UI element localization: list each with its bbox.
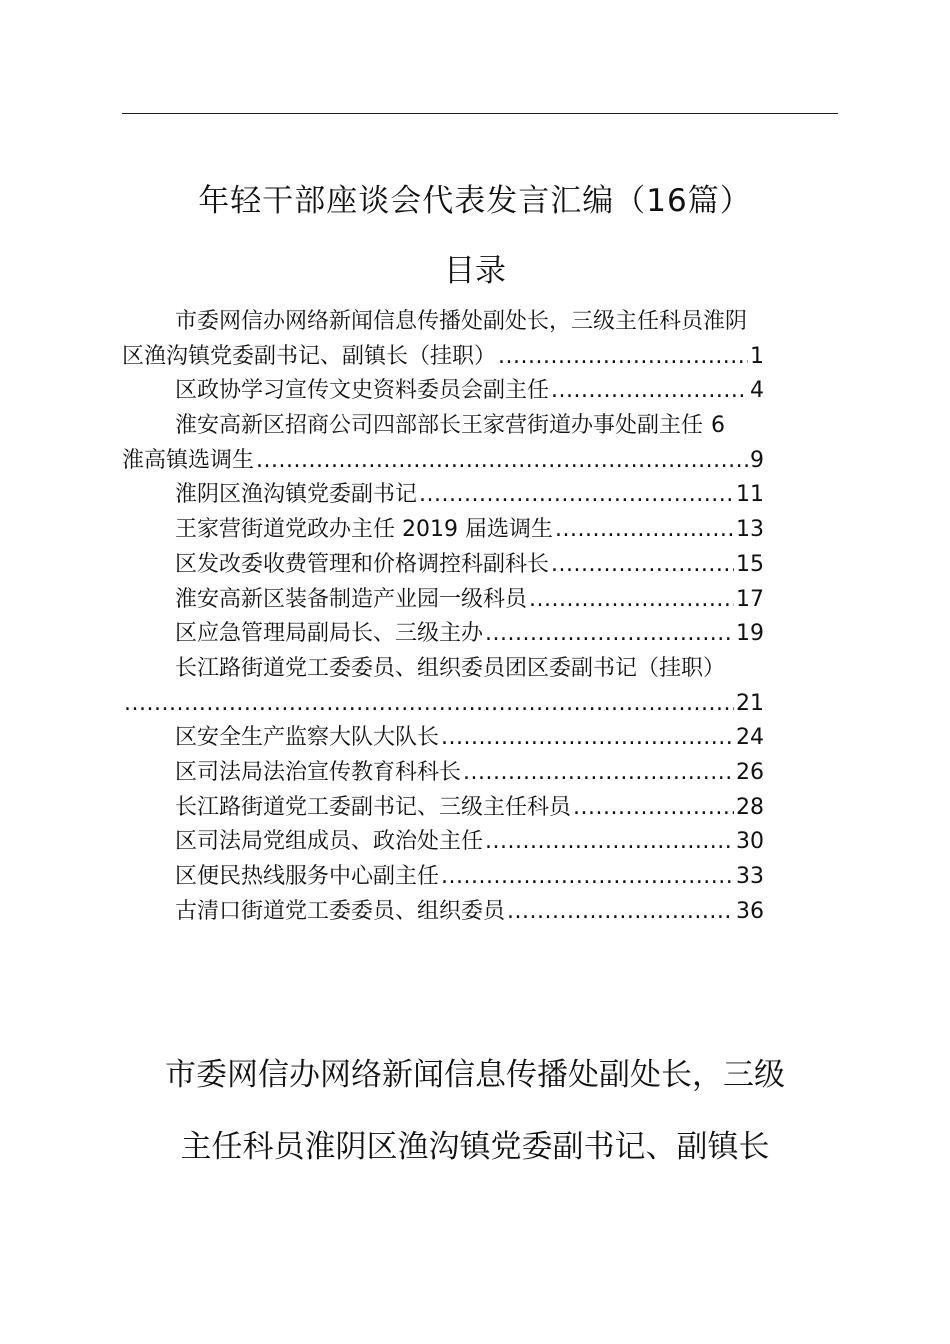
toc-entry-title: 淮安高新区招商公司四部部长王家营街道办事处副主任: [175, 413, 704, 439]
dot-leader: [555, 513, 734, 548]
toc-entry-title: 淮安高新区装备制造产业园一级科员: [175, 586, 528, 612]
toc-entry-title-cont: 区渔沟镇党委副书记、副镇长（挂职）: [122, 343, 497, 369]
toc-entry-page: 24: [736, 725, 764, 751]
toc-entry[interactable]: [122, 583, 840, 618]
toc-entry[interactable]: [122, 895, 840, 930]
toc-entry-page: 11: [736, 482, 764, 508]
toc-entry[interactable]: [122, 756, 840, 791]
toc-entry-page: 17: [736, 586, 764, 612]
toc-entry-page: 33: [736, 864, 764, 889]
dot-leader: [463, 756, 734, 791]
toc-entry-page: 21: [736, 690, 764, 716]
dot-leader: [441, 860, 734, 895]
dot-leader: [485, 617, 734, 652]
toc-heading: 目录: [444, 253, 506, 289]
toc-entry-title: 区安全生产监察大队大队长: [175, 725, 440, 751]
toc-entry[interactable]: [122, 721, 840, 756]
toc-entry[interactable]: [122, 409, 840, 444]
toc-entry[interactable]: [122, 791, 840, 826]
toc-entry-title: 区司法局法治宣传教育科科长: [175, 759, 462, 785]
section-title-line: 市委网信办网络新闻信息传播处副处长，三级: [165, 1057, 785, 1093]
toc-entry[interactable]: [122, 444, 840, 479]
dot-leader: [441, 721, 734, 756]
toc-entry[interactable]: [122, 548, 840, 583]
dot-leader: [124, 687, 734, 722]
document-title: 年轻干部座谈会代表发言汇编（16篇）: [198, 183, 752, 219]
toc-entry-page: 36: [736, 898, 764, 924]
dot-leader: [498, 340, 748, 375]
toc-entry-page: 19: [736, 621, 764, 647]
toc-entry-page: 26: [736, 759, 764, 785]
dot-leader: [529, 583, 734, 618]
toc-entry-page: 30: [736, 829, 764, 855]
toc-entry-page: 9: [750, 447, 764, 473]
toc-entry[interactable]: [122, 374, 840, 409]
toc-entry[interactable]: [122, 825, 840, 860]
toc-entry-title: 王家营街道党政办主任 2019 届选调生: [175, 517, 553, 543]
toc-entry-title: 区政协学习宣传文史资料委员会副主任: [175, 378, 550, 404]
toc-entry[interactable]: [122, 305, 840, 374]
toc-entry[interactable]: [122, 617, 840, 652]
toc-entry-title: 区司法局党组成员、政治处主任: [175, 829, 484, 855]
toc-entry-page: 1: [750, 343, 764, 369]
toc-entry-title: 淮阴区渔沟镇党委副书记: [175, 482, 418, 508]
toc-entry-page: 4: [750, 378, 764, 404]
toc-entry-title: 长江路街道党工委委员、组织委员团区委副书记（挂职）: [175, 655, 726, 681]
toc-entry[interactable]: [122, 652, 840, 721]
dot-leader: [485, 825, 734, 860]
dot-leader: [419, 478, 734, 513]
toc-entry-title: 区便民热线服务中心副主任: [175, 864, 440, 889]
header-rule: [122, 113, 838, 114]
dot-leader: [551, 374, 748, 409]
dot-leader: [573, 791, 734, 826]
toc-entry-page: 6: [711, 413, 726, 439]
toc-entry-page: 13: [736, 517, 764, 543]
toc-entry[interactable]: [122, 513, 840, 548]
section-title-line: 主任科员淮阴区渔沟镇党委副书记、副镇长: [180, 1129, 770, 1165]
toc-entry-title: 市委网信办网络新闻信息传播处副处长，三级主任科员淮阴: [175, 309, 748, 334]
toc-entry-title: 淮高镇选调生: [122, 447, 255, 473]
toc-entry[interactable]: [122, 478, 840, 513]
toc-entry-page: 15: [736, 551, 764, 577]
section-title: [0, 1039, 950, 1183]
table-of-contents: [122, 305, 840, 929]
dot-leader: [551, 548, 734, 583]
toc-entry[interactable]: [122, 860, 840, 895]
dot-leader: [256, 444, 748, 479]
toc-entry-title: 古清口街道党工委委员、组织委员: [175, 898, 506, 924]
toc-entry-title: 区应急管理局副局长、三级主办: [175, 621, 484, 647]
toc-entry-title: 区发改委收费管理和价格调控科副科长: [175, 551, 550, 577]
toc-entry-title: 长江路街道党工委副书记、三级主任科员: [175, 794, 572, 820]
toc-entry-page: 28: [736, 794, 764, 820]
dot-leader: [507, 895, 734, 930]
